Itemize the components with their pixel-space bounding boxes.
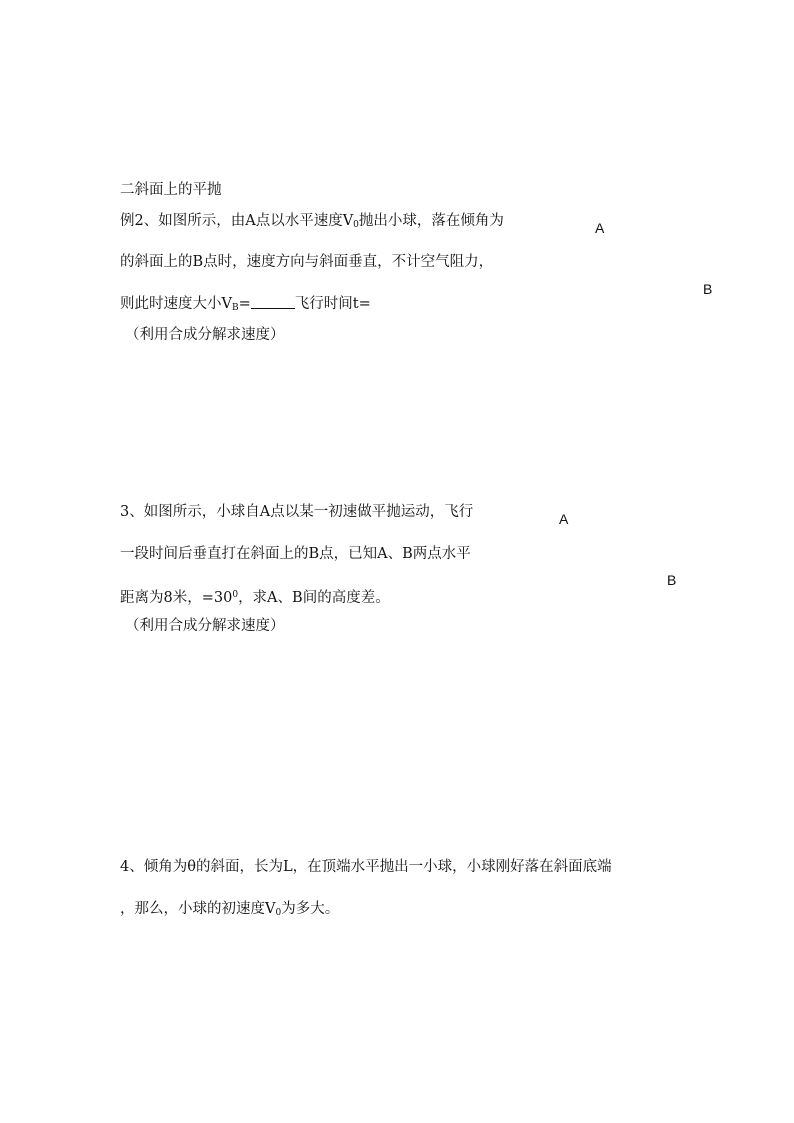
q3-line-3 — [120, 585, 390, 608]
q2-line-1-subscript: 0 — [353, 220, 359, 230]
q2-hint: （利用合成分解求速度） — [125, 327, 285, 343]
q4-line-2-text-a: ，那么，小球的初速度V — [120, 901, 276, 917]
q2-line-1 — [120, 211, 504, 235]
q2-line-3-text-a: 则此时速度大小V — [120, 296, 232, 312]
q2-line-1-text-a: 例2、如图所示，由A点以水平速度V — [120, 213, 354, 229]
q4-line-2 — [120, 899, 339, 923]
q2-line-2: 的斜面上的B点时，速度方向与斜面垂直，不计空气阻力， — [120, 254, 494, 270]
q2-figure-label-b: B — [703, 281, 713, 297]
q2-line-3 — [120, 294, 371, 318]
q2-line-3-subscript: B — [231, 303, 239, 313]
q4-line-1: 4、倾角为θ的斜面，长为L，在顶端水平抛出一小球，小球刚好落在斜面底端 — [120, 859, 612, 875]
q2-line-3-text-c: 飞行时间t= — [294, 296, 371, 312]
q4-line-2-subscript: 0 — [275, 908, 282, 918]
q2-line-3-equals: = — [238, 296, 251, 312]
q3-line-3-text-a: 距离为8米，=30 — [120, 590, 233, 606]
q3-line-3-text-b: ，求A、B间的高度差。 — [238, 590, 390, 606]
q3-hint: （利用合成分解求速度） — [125, 618, 285, 634]
q2-line-1-text-b: 抛出小球，落在倾角为 — [358, 213, 504, 229]
q3-figure-label-a: A — [559, 511, 569, 527]
section-heading: 二斜面上的平抛 — [120, 182, 222, 198]
q2-answer-blank — [251, 294, 295, 309]
q2-figure-label-a: A — [595, 220, 605, 236]
q4-line-2-text-b: 为多大。 — [281, 901, 340, 917]
q3-line-2: 一段时间后垂直打在斜面上的B点，已知A、B两点水平 — [120, 546, 471, 562]
q3-figure-label-b: B — [667, 572, 677, 588]
q3-line-3-superscript: 0 — [232, 590, 239, 600]
q3-line-1: 3、如图所示，小球自A点以某一初速做平抛运动，飞行 — [120, 504, 474, 520]
